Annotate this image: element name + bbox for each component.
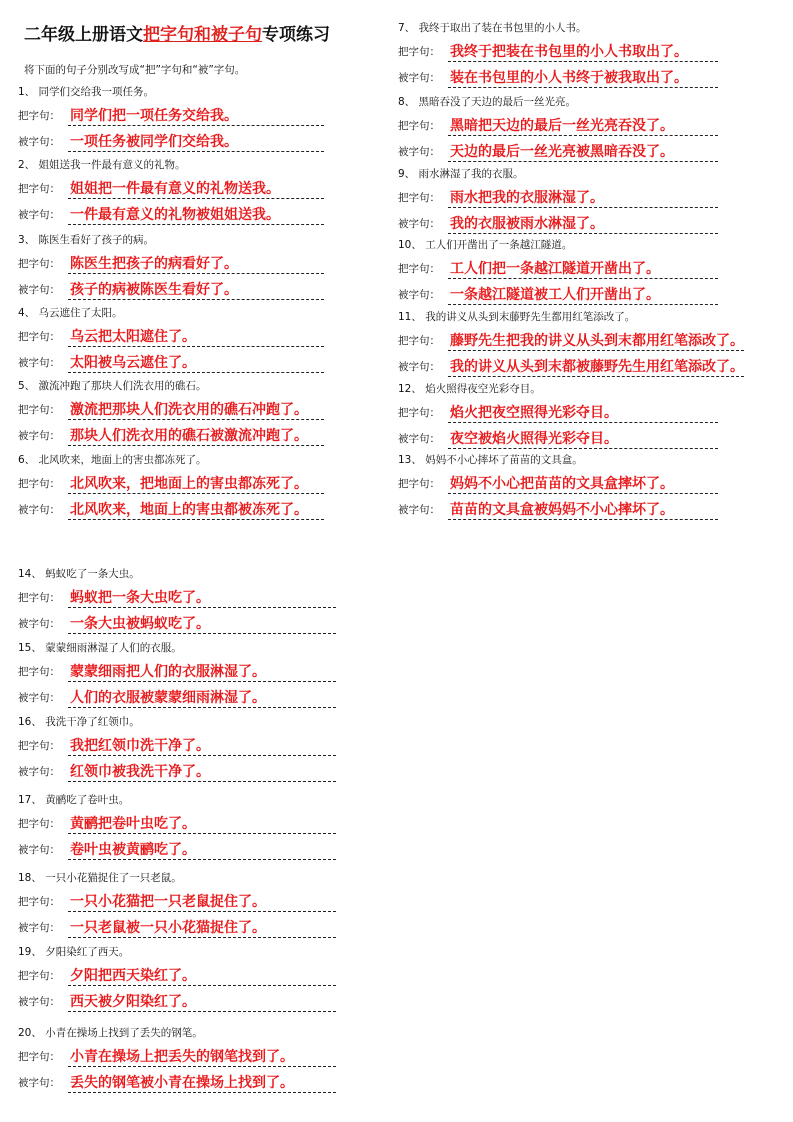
exercise-item: [18, 1025, 336, 1093]
exercise-item: [18, 84, 324, 152]
ba-row: [18, 810, 336, 834]
bei-answer: 北风吹来，地面上的害虫都被冻死了。: [68, 501, 324, 520]
question-text: 4、 乌云遮住了太阳。: [18, 307, 123, 319]
ba-label: 把字句：: [398, 120, 440, 132]
ba-label: 把字句：: [398, 263, 440, 275]
exercise-item: [398, 309, 744, 377]
ba-answer: 姐姐把一件最有意义的礼物送我。: [68, 180, 324, 199]
ba-answer: 小青在操场上把丢失的钢笔找到了。: [68, 1048, 336, 1067]
bei-label: 被字句：: [398, 289, 440, 301]
ba-row: [18, 175, 324, 199]
ba-label: 把字句：: [18, 331, 60, 343]
ba-answer: 我把红领巾洗干净了。: [68, 737, 336, 756]
ba-label: 把字句：: [398, 46, 440, 58]
ba-row: [398, 184, 718, 208]
bei-label: 被字句：: [18, 766, 60, 778]
question-text: 6、 北风吹来，地面上的害虫都冻死了。: [18, 454, 207, 466]
ba-row: [18, 962, 336, 986]
exercise-item: [398, 20, 718, 88]
bei-row: [398, 64, 718, 88]
bei-answer: 一条越江隧道被工人们开凿出了。: [448, 286, 718, 305]
exercise-item: [18, 452, 324, 520]
bei-label: 被字句：: [18, 618, 60, 630]
ba-answer: 我终于把装在书包里的小人书取出了。: [448, 43, 718, 62]
bei-label: 被字句：: [398, 504, 440, 516]
ba-label: 把字句：: [398, 478, 440, 490]
ba-label: 把字句：: [398, 335, 440, 347]
bei-row: [398, 281, 718, 305]
page-title: [24, 20, 330, 45]
bei-label: 被字句：: [18, 996, 60, 1008]
title-suffix: 专项练习: [262, 25, 330, 45]
question-text: 19、 夕阳染红了西天。: [18, 946, 130, 958]
bei-row: [398, 353, 744, 377]
ba-row: [398, 470, 718, 494]
exercise-item: [398, 452, 718, 520]
ba-label: 把字句：: [18, 970, 60, 982]
question-text: 15、 蒙蒙细雨淋湿了人们的衣服。: [18, 642, 182, 654]
question-text: 7、 我终于取出了装在书包里的小人书。: [398, 22, 587, 34]
bei-label: 被字句：: [18, 504, 60, 516]
bei-answer: 一件最有意义的礼物被姐姐送我。: [68, 206, 324, 225]
exercise-item: [18, 566, 336, 634]
bei-answer: 装在书包里的小人书终于被我取出了。: [448, 69, 718, 88]
question-text: 8、 黑暗吞没了天边的最后一丝光亮。: [398, 96, 577, 108]
bei-answer: 西天被夕阳染红了。: [68, 993, 336, 1012]
title-highlight: 把字句和被子句: [143, 25, 262, 45]
ba-label: 把字句：: [18, 592, 60, 604]
bei-label: 被字句：: [398, 218, 440, 230]
bei-row: [18, 684, 336, 708]
bei-answer: 那块人们洗衣用的礁石被激流冲跑了。: [68, 427, 324, 446]
bei-row: [18, 610, 336, 634]
ba-answer: 同学们把一项任务交给我。: [68, 107, 324, 126]
ba-row: [398, 38, 718, 62]
bei-label: 被字句：: [398, 433, 440, 445]
ba-answer: 乌云把太阳遮住了。: [68, 328, 324, 347]
ba-row: [18, 658, 336, 682]
question-text: 20、 小青在操场上找到了丢失的钢笔。: [18, 1027, 203, 1039]
ba-row: [18, 102, 324, 126]
ba-row: [18, 250, 324, 274]
ba-label: 把字句：: [18, 110, 60, 122]
exercise-item: [18, 714, 336, 782]
bei-row: [398, 138, 718, 162]
bei-row: [398, 425, 718, 449]
bei-row: [18, 201, 324, 225]
ba-answer: 妈妈不小心把苗苗的文具盒摔坏了。: [448, 475, 718, 494]
ba-label: 把字句：: [398, 192, 440, 204]
ba-label: 把字句：: [18, 478, 60, 490]
ba-label: 把字句：: [18, 1051, 60, 1063]
exercise-item: [18, 640, 336, 708]
ba-answer: 蚂蚁把一条大虫吃了。: [68, 589, 336, 608]
exercise-item: [398, 166, 718, 234]
ba-answer: 激流把那块人们洗衣用的礁石冲跑了。: [68, 401, 324, 420]
bei-label: 被字句：: [18, 844, 60, 856]
exercise-item: [18, 378, 324, 446]
ba-row: [398, 112, 718, 136]
exercise-item: [18, 870, 336, 938]
ba-label: 把字句：: [18, 666, 60, 678]
ba-answer: 雨水把我的衣服淋湿了。: [448, 189, 718, 208]
bei-label: 被字句：: [18, 922, 60, 934]
exercise-item: [18, 232, 324, 300]
question-text: 3、 陈医生看好了孩子的病。: [18, 234, 155, 246]
bei-answer: 苗苗的文具盒被妈妈不小心摔坏了。: [448, 501, 718, 520]
question-text: 18、 一只小花猫捉住了一只老鼠。: [18, 872, 182, 884]
ba-label: 把字句：: [18, 258, 60, 270]
ba-row: [18, 888, 336, 912]
exercise-item: [398, 381, 718, 449]
question-text: 11、 我的讲义从头到末藤野先生都用红笔添改了。: [398, 311, 636, 323]
bei-label: 被字句：: [398, 72, 440, 84]
question-text: 5、 激流冲跑了那块人们洗衣用的礁石。: [18, 380, 207, 392]
ba-label: 把字句：: [18, 740, 60, 752]
question-text: 17、 黄鹂吃了卷叶虫。: [18, 794, 130, 806]
bei-label: 被字句：: [398, 146, 440, 158]
bei-row: [398, 210, 718, 234]
ba-answer: 一只小花猫把一只老鼠捉住了。: [68, 893, 336, 912]
bei-row: [18, 276, 324, 300]
question-text: 2、 姐姐送我一件最有意义的礼物。: [18, 159, 186, 171]
ba-answer: 藤野先生把我的讲义从头到末都用红笔添改了。: [450, 333, 744, 349]
bei-row: [18, 836, 336, 860]
ba-row: [18, 323, 324, 347]
ba-answer: 工人们把一条越江隧道开凿出了。: [448, 260, 718, 279]
bei-answer: 一只老鼠被一只小花猫捉住了。: [68, 919, 336, 938]
bei-row: [18, 1069, 336, 1093]
bei-answer: 孩子的病被陈医生看好了。: [68, 281, 324, 300]
question-text: 13、 妈妈不小心摔坏了苗苗的文具盒。: [398, 454, 583, 466]
bei-answer: 我的讲义从头到末都被藤野先生用红笔添改了。: [450, 359, 744, 375]
ba-answer: 北风吹来，把地面上的害虫都冻死了。: [68, 475, 324, 494]
ba-answer: 蒙蒙细雨把人们的衣服淋湿了。: [68, 663, 336, 682]
ba-label: 把字句：: [398, 407, 440, 419]
bei-label: 被字句：: [18, 692, 60, 704]
bei-answer: 太阳被乌云遮住了。: [68, 354, 324, 373]
bei-label: 被字句：: [18, 430, 60, 442]
ba-label: 把字句：: [18, 183, 60, 195]
ba-answer: 黑暗把天边的最后一丝光亮吞没了。: [448, 117, 718, 136]
bei-answer: 红领巾被我洗干净了。: [68, 763, 336, 782]
ba-answer: 焰火把夜空照得光彩夺目。: [448, 404, 718, 423]
bei-row: [18, 988, 336, 1012]
bei-row: [18, 914, 336, 938]
question-text: 1、 同学们交给我一项任务。: [18, 86, 155, 98]
ba-row: [18, 732, 336, 756]
bei-row: [18, 496, 324, 520]
bei-label: 被字句：: [18, 1077, 60, 1089]
bei-row: [18, 349, 324, 373]
bei-answer: 一项任务被同学们交给我。: [68, 133, 324, 152]
bei-label: 被字句：: [398, 361, 440, 373]
ba-answer: 陈医生把孩子的病看好了。: [68, 255, 324, 274]
question-text: 14、 蚂蚁吃了一条大虫。: [18, 568, 140, 580]
ba-label: 把字句：: [18, 404, 60, 416]
bei-row: [398, 496, 718, 520]
bei-row: [18, 422, 324, 446]
bei-answer: 丢失的钢笔被小青在操场上找到了。: [68, 1074, 336, 1093]
ba-row: [18, 396, 324, 420]
ba-label: 把字句：: [18, 896, 60, 908]
title-prefix: 二年级上册语文: [24, 25, 143, 45]
exercise-item: [398, 94, 718, 162]
question-text: 9、 雨水淋湿了我的衣服。: [398, 168, 524, 180]
bei-answer: 一条大虫被蚂蚁吃了。: [68, 615, 336, 634]
bei-label: 被字句：: [18, 284, 60, 296]
ba-row: [398, 255, 718, 279]
exercise-item: [18, 944, 336, 1012]
ba-answer: 黄鹂把卷叶虫吃了。: [68, 815, 336, 834]
exercise-item: [18, 157, 324, 225]
question-text: 16、 我洗干净了红领巾。: [18, 716, 140, 728]
bei-answer: 我的衣服被雨水淋湿了。: [448, 215, 718, 234]
bei-label: 被字句：: [18, 136, 60, 148]
bei-answer: 卷叶虫被黄鹂吃了。: [68, 841, 336, 860]
ba-row: [18, 1043, 336, 1067]
ba-row: [398, 399, 718, 423]
bei-label: 被字句：: [18, 357, 60, 369]
bei-answer: 人们的衣服被蒙蒙细雨淋湿了。: [68, 689, 336, 708]
bei-label: 被字句：: [18, 209, 60, 221]
bei-answer: 天边的最后一丝光亮被黑暗吞没了。: [448, 143, 718, 162]
bei-row: [18, 128, 324, 152]
bei-row: [18, 758, 336, 782]
ba-label: 把字句：: [18, 818, 60, 830]
exercise-item: [398, 237, 718, 305]
exercise-item: [18, 305, 324, 373]
ba-row: [398, 327, 744, 351]
exercise-item: [18, 792, 336, 860]
question-text: 12、 焰火照得夜空光彩夺目。: [398, 383, 541, 395]
question-text: 10、 工人们开凿出了一条越江隧道。: [398, 239, 573, 251]
bei-answer: 夜空被焰火照得光彩夺目。: [448, 430, 718, 449]
ba-row: [18, 584, 336, 608]
ba-answer: 夕阳把西天染红了。: [68, 967, 336, 986]
ba-row: [18, 470, 324, 494]
instruction: 将下面的句子分别改写成“把”字句和“被”字句。: [24, 64, 246, 76]
